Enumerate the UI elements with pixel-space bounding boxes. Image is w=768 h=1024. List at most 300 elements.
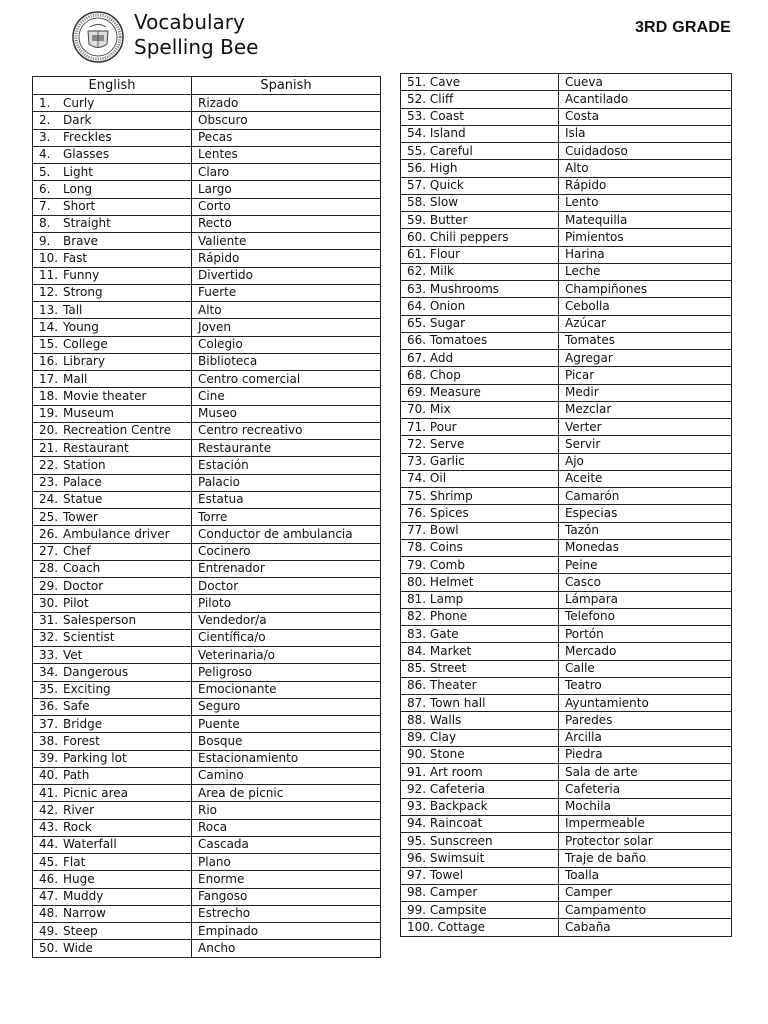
table-row [33,698,381,715]
english-word-cell [33,164,192,181]
word-number: 24. [39,492,59,507]
english-word: Chop [429,367,461,382]
table-row [401,522,732,539]
english-word-cell [33,491,192,508]
spanish-word-cell: Ancho [192,940,381,957]
english-word: Tomatoes [429,333,488,348]
english-word: Library [63,354,105,369]
english-word: Bowl [429,523,459,538]
spanish-word-cell: Aceite [559,470,732,487]
word-number: 32. [39,630,59,645]
english-word-cell [401,470,559,487]
word-number: 73. [407,454,427,469]
spanish-word-cell: Palacio [192,474,381,491]
english-word: Glasses [63,147,110,162]
english-word: Pour [429,419,457,434]
word-number: 56. [407,160,427,175]
word-number: 8. [39,216,51,231]
table-row [33,319,381,336]
spanish-word-cell: Impermeable [559,815,732,832]
table-row [401,660,732,677]
column-header-spanish: Spanish [192,77,381,95]
table-row [33,284,381,301]
word-number: 84. [407,643,427,658]
spanish-word-cell: Puente [192,716,381,733]
table-row [33,440,381,457]
spanish-word-cell: Costa [559,108,732,125]
table-row [33,353,381,370]
word-number: 78. [407,540,427,555]
english-word-cell [401,919,559,936]
spanish-word-cell: Peligroso [192,664,381,681]
word-number: 97. [407,868,427,883]
word-number: 58. [407,195,427,210]
spanish-word-cell: Area de picnic [192,785,381,802]
table-row [33,836,381,853]
word-number: 52. [407,91,427,106]
word-number: 49. [39,923,59,938]
spanish-word-cell: Cocinero [192,543,381,560]
spanish-word-cell: Harina [559,246,732,263]
english-word-cell [33,267,192,284]
word-number: 70. [407,402,427,417]
table-row [33,164,381,181]
table-row [401,867,732,884]
title-line-1: Vocabulary [134,10,245,34]
table-row [401,298,732,315]
english-word: Raincoat [429,816,483,831]
word-number: 75. [407,488,427,503]
spanish-word-cell: Emocionante [192,681,381,698]
english-word-cell [33,785,192,802]
english-word-cell [33,543,192,560]
english-word: Ambulance driver [63,526,170,541]
spanish-word-cell: Champiñones [559,281,732,298]
table-row [33,198,381,215]
table-row [401,436,732,453]
english-word-cell [33,405,192,422]
table-row [401,177,732,194]
english-word: Sunscreen [429,833,493,848]
word-number: 22. [39,457,59,472]
word-number: 42. [39,802,59,817]
spanish-word-cell: Portón [559,626,732,643]
english-word: Cafeteria [429,781,485,796]
table-row [33,767,381,784]
spanish-word-cell: Peine [559,557,732,574]
word-number: 86. [407,678,427,693]
english-word-cell [33,353,192,370]
spanish-word-cell: Picar [559,367,732,384]
english-word-cell [401,729,559,746]
english-word-cell [401,867,559,884]
english-word: Forest [63,733,100,748]
table-row [33,871,381,888]
english-word: Gate [429,626,459,641]
table-row [401,281,732,298]
english-word: Young [63,319,99,334]
word-number: 94. [407,816,427,831]
english-word-cell [33,612,192,629]
table-row [401,453,732,470]
word-number: 79. [407,557,427,572]
word-number: 41. [39,785,59,800]
word-number: 1. [39,95,51,110]
spanish-word-cell: Mezclar [559,401,732,418]
english-word: Mix [429,402,451,417]
english-word: Street [429,661,467,676]
word-number: 44. [39,837,59,852]
spanish-word-cell: Acantilado [559,91,732,108]
word-number: 33. [39,647,59,662]
english-word: Straight [63,216,111,231]
english-word: Tall [63,302,83,317]
table-row [33,940,381,957]
word-number: 69. [407,385,427,400]
word-number: 83. [407,626,427,641]
english-word: Salesperson [63,613,137,628]
table-row [33,664,381,681]
table-row [33,733,381,750]
spanish-word-cell: Cascada [192,836,381,853]
english-word-cell [401,833,559,850]
table-row [401,833,732,850]
table-row [33,629,381,646]
english-word-cell [401,608,559,625]
page-header [0,0,768,72]
spanish-word-cell: Mochila [559,798,732,815]
english-word: Recreation Centre [63,423,172,438]
spanish-word-cell: Camarón [559,488,732,505]
english-word-cell [33,578,192,595]
english-word: Helmet [429,574,474,589]
english-word-cell [401,315,559,332]
english-word-cell [401,419,559,436]
word-number: 14. [39,319,59,334]
table-row [33,509,381,526]
english-word-cell [401,522,559,539]
english-word: Shrimp [429,488,473,503]
english-word-cell [33,474,192,491]
english-word-cell [401,143,559,160]
english-word: Cave [429,74,461,89]
english-word-cell [33,112,192,129]
spanish-word-cell: Estrecho [192,905,381,922]
english-word-cell [33,836,192,853]
english-word: Measure [429,385,481,400]
english-word-cell [33,560,192,577]
english-word-cell [401,660,559,677]
table-row [401,781,732,798]
word-number: 74. [407,471,427,486]
table-row [401,712,732,729]
table-row [401,488,732,505]
table-row [33,802,381,819]
spanish-word-cell: Divertido [192,267,381,284]
english-word-cell [33,440,192,457]
spanish-word-cell: Seguro [192,698,381,715]
english-word-cell [401,643,559,660]
english-word-cell [401,453,559,470]
word-number: 71. [407,419,427,434]
table-row [401,125,732,142]
spanish-word-cell: Medir [559,384,732,401]
table-row [33,112,381,129]
table-row [401,350,732,367]
word-number: 96. [407,850,427,865]
table-row [401,902,732,919]
english-word: Parking lot [63,751,127,766]
english-word-cell [33,802,192,819]
english-word: Stone [429,747,465,762]
spanish-word-cell: Tazón [559,522,732,539]
english-word-cell [401,798,559,815]
english-word: Path [63,768,90,783]
word-number: 25. [39,509,59,524]
title-line-2: Spelling Bee [134,35,259,59]
spanish-word-cell: Protector solar [559,833,732,850]
english-word: Butter [429,212,468,227]
english-word: Statue [63,492,103,507]
spanish-word-cell: Cebolla [559,298,732,315]
table-row [33,95,381,112]
english-word-cell [401,557,559,574]
table-row [33,612,381,629]
word-number: 37. [39,716,59,731]
english-word: Safe [63,699,90,714]
english-word: Fast [63,250,88,265]
spanish-word-cell: Pimientos [559,229,732,246]
english-word: Restaurant [63,440,129,455]
table-row [401,539,732,556]
english-word-cell [33,181,192,198]
english-word-cell [401,626,559,643]
spanish-word-cell: Museo [192,405,381,422]
english-word: Chef [63,544,91,559]
english-word: Art room [429,764,483,779]
spanish-word-cell: Arcilla [559,729,732,746]
english-word-cell [401,884,559,901]
spanish-word-cell: Azúcar [559,315,732,332]
spanish-word-cell: Cuidadoso [559,143,732,160]
word-number: 54. [407,126,427,141]
spanish-word-cell: Agregar [559,350,732,367]
spanish-word-cell: Enorme [192,871,381,888]
english-word: Muddy [63,889,104,904]
spanish-word-cell: Alto [192,302,381,319]
spanish-word-cell: Camino [192,767,381,784]
english-word: Onion [429,298,466,313]
english-word: Island [429,126,466,141]
spanish-word-cell: Largo [192,181,381,198]
english-word: Exciting [63,682,111,697]
word-number: 7. [39,199,51,214]
english-word: Freckles [63,130,112,145]
table-row [401,160,732,177]
table-row [33,267,381,284]
english-word-cell [33,319,192,336]
spanish-word-cell: Torre [192,509,381,526]
table-row [33,457,381,474]
spanish-word-cell: Fuerte [192,284,381,301]
word-number: 67. [407,350,427,365]
english-word-cell [33,509,192,526]
english-word: Coins [429,540,463,555]
word-number: 65. [407,316,427,331]
vocab-table-left [32,76,381,958]
english-word: Slow [429,195,459,210]
english-word-cell [401,401,559,418]
spanish-word-cell: Ajo [559,453,732,470]
english-word-cell [33,388,192,405]
english-word-cell [401,488,559,505]
spanish-word-cell: Roca [192,819,381,836]
table-row [33,647,381,664]
spanish-word-cell: Veterinaria/o [192,647,381,664]
english-word: Curly [63,95,95,110]
english-word-cell [33,336,192,353]
word-number: 9. [39,233,51,248]
word-number: 81. [407,592,427,607]
english-word: Serve [429,436,465,451]
spanish-word-cell: Matequilla [559,212,732,229]
vocab-table-right [400,73,732,937]
word-number: 6. [39,181,51,196]
english-word: River [63,802,95,817]
english-word-cell [401,177,559,194]
spanish-word-cell: Alto [559,160,732,177]
english-word-cell [401,539,559,556]
english-word: Dangerous [63,664,129,679]
english-word: Narrow [63,906,106,921]
english-word: Light [63,164,93,179]
word-number: 92. [407,781,427,796]
english-word: Camper [429,885,478,900]
spanish-word-cell: Ayuntamiento [559,695,732,712]
english-word: Mushrooms [429,281,500,296]
word-number: 47. [39,889,59,904]
table-row [33,422,381,439]
word-number: 60. [407,229,427,244]
spanish-word-cell: Camper [559,884,732,901]
table-row [33,785,381,802]
table-row [401,194,732,211]
english-word-cell [33,923,192,940]
word-number: 23. [39,475,59,490]
table-row [401,591,732,608]
english-word-cell [401,505,559,522]
spanish-word-cell: Pecas [192,129,381,146]
word-number: 45. [39,854,59,869]
word-number: 21. [39,440,59,455]
english-word-cell [33,595,192,612]
table-row [33,578,381,595]
english-word: Quick [429,178,464,193]
english-word: Bridge [63,716,103,731]
english-word: Town hall [429,695,486,710]
english-word: Palace [63,475,102,490]
english-word-cell [33,129,192,146]
table-row [33,595,381,612]
spanish-word-cell: Obscuro [192,112,381,129]
word-number: 2. [39,112,51,127]
english-word: Station [63,457,106,472]
table-row [401,557,732,574]
english-word: Careful [429,143,473,158]
english-word-cell [33,422,192,439]
spanish-word-cell: Recto [192,215,381,232]
english-word: Market [429,643,472,658]
word-number: 38. [39,733,59,748]
english-word: Picnic area [63,785,129,800]
word-number: 55. [407,143,427,158]
spanish-word-cell: Bosque [192,733,381,750]
word-number: 80. [407,574,427,589]
table-row [401,919,732,936]
english-word-cell [33,371,192,388]
english-word: Theater [429,678,477,693]
english-word: Doctor [63,578,104,593]
english-word: Long [63,181,93,196]
english-word-cell [33,233,192,250]
english-word-cell [33,871,192,888]
english-word: Waterfall [63,837,117,852]
table-row [33,560,381,577]
english-word: Movie theater [63,388,147,403]
english-word-cell [33,284,192,301]
english-word: Flour [429,247,461,262]
word-number: 76. [407,505,427,520]
table-row [33,543,381,560]
spanish-word-cell: Cabaña [559,919,732,936]
spanish-word-cell: Centro comercial [192,371,381,388]
english-word: Museum [63,406,114,421]
word-number: 40. [39,768,59,783]
word-number: 27. [39,544,59,559]
table-row [401,608,732,625]
word-number: 64. [407,298,427,313]
table-row [33,146,381,163]
spanish-word-cell: Campamento [559,902,732,919]
word-number: 20. [39,423,59,438]
spanish-word-cell: Entrenador [192,560,381,577]
spanish-word-cell: Rizado [192,95,381,112]
word-number: 62. [407,264,427,279]
table-row [401,263,732,280]
word-number: 77. [407,523,427,538]
word-number: 53. [407,109,427,124]
english-word: Brave [63,233,99,248]
table-row [401,246,732,263]
table-row [401,729,732,746]
spanish-word-cell: Cafeteria [559,781,732,798]
table-row [401,108,732,125]
spanish-word-cell: Tomates [559,332,732,349]
english-word-cell [33,146,192,163]
word-number: 50. [39,940,59,955]
word-number: 72. [407,436,427,451]
english-word-cell [33,664,192,681]
english-word-cell [33,681,192,698]
english-word: Garlic [429,454,465,469]
school-seal-logo [72,11,124,63]
column-header-english: English [33,77,192,95]
table-row [33,681,381,698]
english-word-cell [401,91,559,108]
english-word-cell [33,215,192,232]
english-word-cell [33,716,192,733]
table-row [401,815,732,832]
